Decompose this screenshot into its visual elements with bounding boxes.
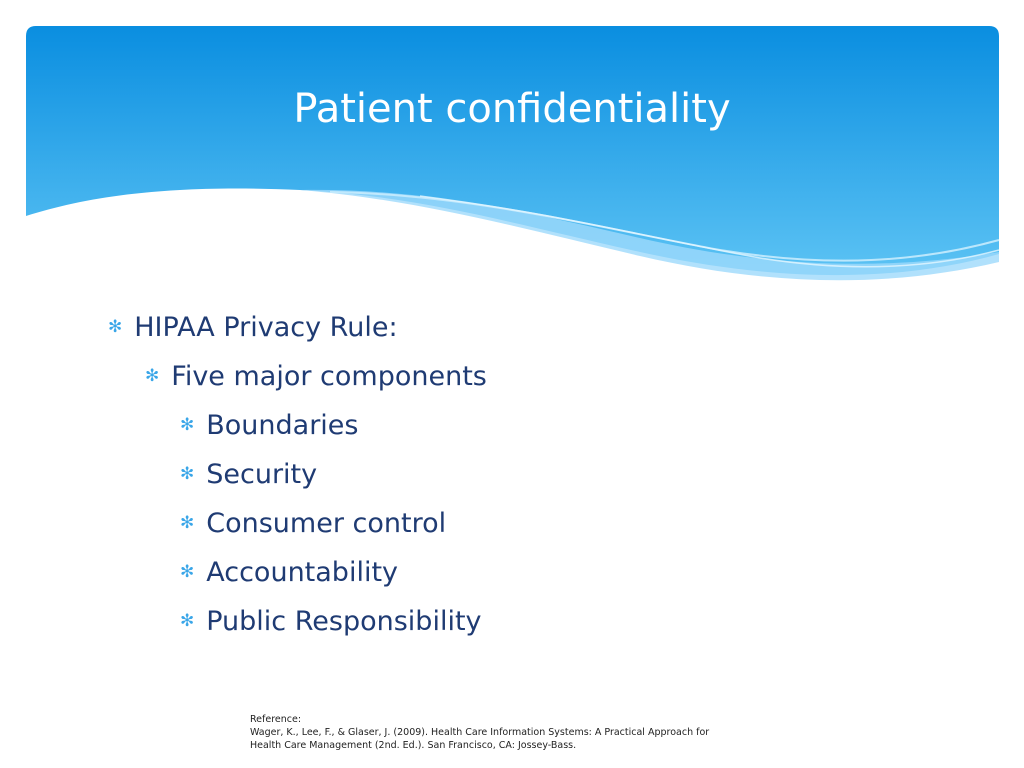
bullet-item [180,499,446,548]
bullet-text: Five major components [171,361,487,392]
asterisk-icon: ✻ [145,366,160,386]
slide-title: Patient confidentiality [293,86,731,132]
header-wave-background [0,0,1024,300]
bullet-text: HIPAA Privacy Rule: [134,312,398,343]
bullet-item [180,597,482,646]
asterisk-icon: ✻ [180,562,195,582]
asterisk-icon: ✻ [108,317,123,337]
bullet-item [180,548,398,597]
bullet-item [108,303,398,352]
reference-line: Wager, K., Lee, F., & Glaser, J. (2009). Health Care Information Systems: A Practical Approach for [250,727,710,738]
header-panel [26,26,999,275]
bullet-text: Consumer control [206,508,447,539]
reference-note [250,713,770,752]
asterisk-icon: ✻ [180,464,195,484]
asterisk-icon: ✻ [180,513,195,533]
bullet-text: Boundaries [206,410,359,441]
bullet-text: Accountability [206,557,399,588]
reference-line: Health Care Management (2nd. Ed.). San Francisco, CA: Jossey-Bass. [250,740,577,751]
asterisk-icon: ✻ [180,611,195,631]
asterisk-icon: ✻ [180,415,195,435]
bullet-item [180,401,358,450]
bullet-text: Public Responsibility [206,606,482,637]
bullet-item [180,450,317,499]
bullet-item [145,352,487,401]
bullet-text: Security [206,459,318,490]
reference-label: Reference: [250,714,302,725]
